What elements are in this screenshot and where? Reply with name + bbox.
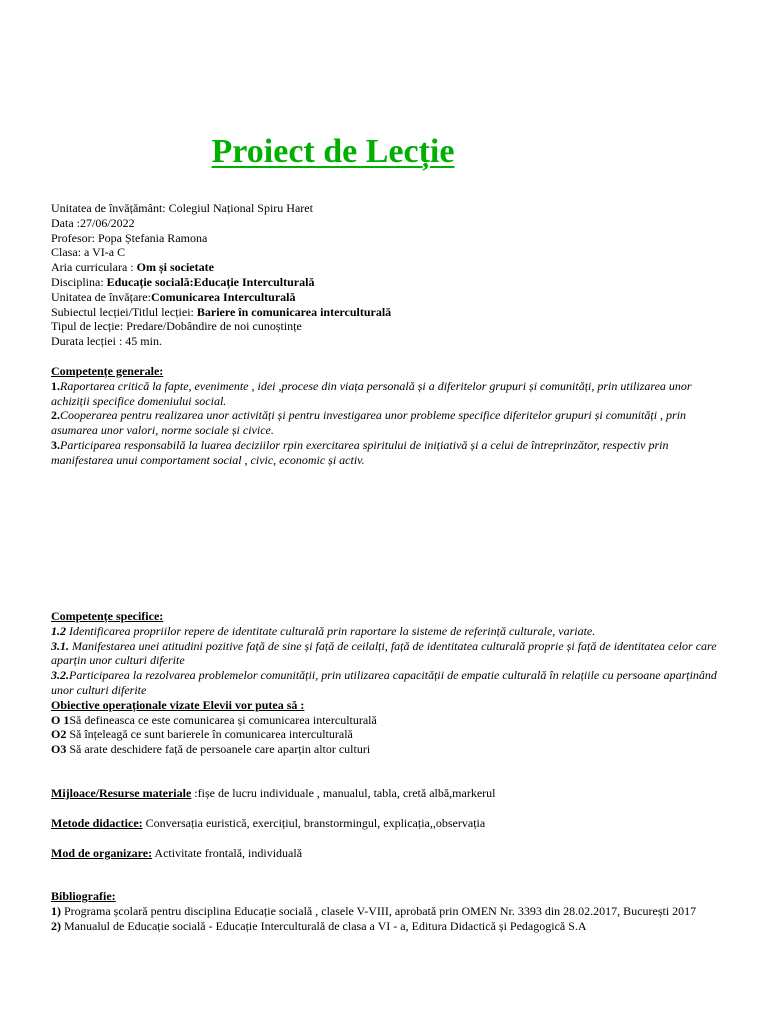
page-title: Proiect de Lecție: [211, 133, 455, 170]
item-number: 1.: [51, 378, 60, 393]
item-number: 1): [51, 903, 61, 918]
info-tipul: Tipul de lecție: Predare/Dobândire de noi cunoștințe: [51, 319, 302, 334]
aria-value: Om și societate: [136, 260, 214, 275]
info-profesor: Profesor: Popa Ștefania Ramona: [51, 230, 208, 245]
obiectiv-text: Să arate deschidere față de persoanele care aparțin altor culturi: [69, 742, 371, 757]
subiectul-value: Bariere în comunicarea interculturală: [196, 304, 392, 319]
competente-specifice-heading: Competențe specifice:: [51, 609, 164, 623]
item-text: Programa școlară pentru disciplina Educație socială , clasele V-VIII, aprobată prin OMEN Nr. 3393 din 28.02.2017, București 2017: [61, 903, 697, 918]
subiectul-label: Subiectul lecției/Titlul lecției:: [51, 304, 197, 319]
item-text: Cooperarea pentru realizarea unor activități și pentru investigarea unor probleme specifice diferitelor grupuri și comunități , prin asumarea unor valori, norme sociale și civice.: [51, 408, 687, 438]
bibliografie-section: [51, 889, 719, 933]
disciplina-label: Disciplina:: [51, 274, 107, 289]
metode-section: [51, 816, 719, 831]
info-aria: [51, 260, 719, 275]
item-text: Manualul de Educație socială - Educație Interculturală de clasa a VI - a, Editura Didactică și Pedagogică S.A: [61, 918, 587, 933]
obiectiv-item: [51, 742, 719, 757]
bibliografie-heading: Bibliografie:: [51, 889, 116, 903]
obiectiv-item: [51, 713, 719, 728]
item-number: 3.1.: [51, 638, 69, 653]
obiectiv-code: O3: [51, 742, 70, 757]
mijloace-line: [51, 786, 719, 801]
competenta-generala-item: [51, 438, 719, 468]
competenta-specifica-item: [51, 668, 719, 698]
info-durata: Durata lecției : 45 min.: [51, 334, 162, 349]
info-subiectul: [51, 305, 719, 320]
obiectiv-code: O2: [51, 727, 70, 742]
mijloace-label: Mijloace/Resurse materiale: [51, 786, 192, 800]
item-number: 3.2.: [51, 668, 69, 683]
info-disciplina: [51, 275, 719, 290]
lesson-info: [51, 201, 719, 349]
metode-line: [51, 816, 719, 831]
obiective-heading: Obiective operaționale vizate Elevii vor putea să :: [51, 697, 305, 712]
item-number: 2): [51, 918, 61, 933]
competenta-specifica-item: [51, 624, 719, 639]
info-clasa: Clasa: a VI-a C: [51, 245, 126, 260]
info-unitatea-invatare: [51, 290, 719, 305]
competenta-generala-item: [51, 379, 719, 409]
bibliografie-item: [51, 904, 719, 919]
obiectiv-item: [51, 727, 719, 742]
item-text: Manifestarea unei atitudini pozitive față de sine și față de ceilalți, față de identitatea culturală proprie și față de identitatea celor care aparțin unor culturi diferite: [51, 638, 717, 668]
info-data: Data :27/06/2022: [51, 215, 135, 230]
item-number: 1.2: [51, 623, 66, 638]
disciplina-value: Educație socială:Educație Interculturală: [106, 274, 315, 289]
metode-text: Conversația euristică, exercițiul, branstormingul, explicația,,observația: [142, 816, 486, 830]
item-text: Identificarea propriilor repere de identitate culturală prin raportare la sisteme de referință culturale, variate.: [66, 623, 596, 638]
obiectiv-code: O 1: [51, 712, 70, 727]
mod-text: Activitate frontală, individuală: [152, 846, 303, 860]
obiectiv-text: Să înțeleagă ce sunt barierele în comunicarea interculturală: [69, 727, 353, 742]
mijloace-text: :fișe de lucru individuale , manualul, tabla, cretă albă,markerul: [191, 786, 496, 800]
mod-organizare-section: [51, 846, 719, 861]
item-number: 3.: [51, 437, 60, 452]
obiectiv-text: Să defineasca ce este comunicarea și comunicarea interculturală: [69, 712, 377, 727]
item-text: Raportarea critică la fapte, evenimente , idei ,procese din viața personală și a diferitelor grupuri și comunități, prin utilizarea unor achiziții specifice domeniului social.: [51, 378, 692, 408]
competenta-generala-item: [51, 408, 719, 438]
item-number: 2.: [51, 408, 60, 423]
mod-label: Mod de organizare:: [51, 846, 153, 860]
competente-generale-heading: Competențe generale:: [51, 364, 164, 378]
info-unitatea-invatamant: Unitatea de învățământ: Colegiul Național Spiru Haret: [51, 201, 313, 215]
aria-label: Aria curriculara :: [51, 260, 137, 275]
unitatea-value: Comunicarea Interculturală: [150, 289, 296, 304]
competente-specifice: [51, 609, 719, 757]
item-text: Participarea responsabilă la luarea deciziilor rpin exercitarea spiritului de inițiativă și a celui de întreprinzător, respectiv prin manifestarea unui comportament social , civic, economic și activ.: [51, 437, 669, 467]
metode-label: Metode didactice:: [51, 816, 143, 830]
mod-organizare-line: [51, 846, 719, 861]
bibliografie-item: [51, 919, 719, 934]
competenta-specifica-item: [51, 639, 719, 669]
unitatea-label: Unitatea de învățare:: [51, 289, 151, 304]
item-text: Participarea la rezolvarea problemelor comunității, prin utilizarea capacității de empatie culturală în relațiile cu persoane aparținând unor culturi diferite: [51, 668, 717, 697]
competente-generale: [51, 364, 719, 468]
mijloace-section: [51, 786, 719, 801]
